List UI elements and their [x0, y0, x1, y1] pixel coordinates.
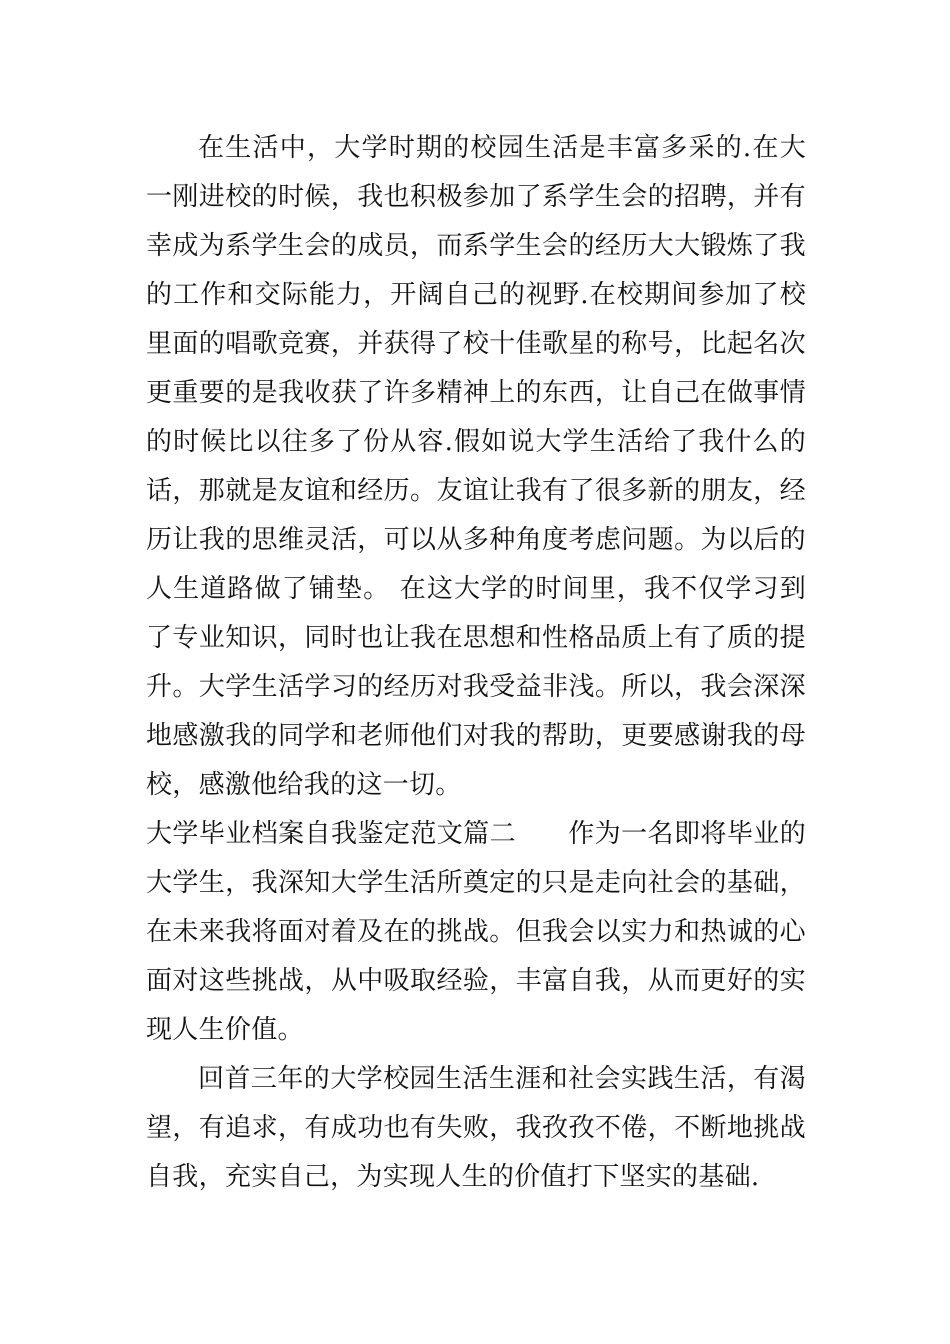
section-title: 大学毕业档案自我鉴定范文篇二	[146, 819, 517, 849]
section-two-block	[146, 810, 806, 1055]
document-body	[146, 124, 806, 1202]
paragraph-three-years-review: 回首三年的大学校园生活生涯和社会实践生活，有渴望，有追求，有成功也有失败，我孜孜不倦，不断地挑战自我，充实自己，为实现人生的价值打下坚实的基础.	[146, 1064, 806, 1192]
paragraph-college-life: 在生活中，大学时期的校园生活是丰富多采的.在大一刚进校的时候，我也积极参加了系学生会的招聘，并有幸成为系学生会的成员，而系学生会的经历大大锻炼了我的工作和交际能力，开阔自己的视野.在校期间参加了校里面的唱歌竞赛，并获得了校十佳歌星的称号，比起名次更重要的是我收获了许多精神上的东西，让自己在做事情的时候比以往多了份从容.假如说大学生活给了我什么的话，那就是友谊和经历。友谊让我有了很多新的朋友，经历让我的思维灵活，可以从多种角度考虑问题。为以后的人生道路做了铺垫。 在这大学的时间里，我不仅学习到了专业知识，同时也让我在思想和性格品质上有了质的提升。大学生活学习的经历对我受益非浅。所以，我会深深地感激我的同学和老师他们对我的帮助，更要感谢我的母校，感激他给我的这一切。	[146, 133, 806, 800]
paragraph-graduate-intro: 作为一名即将毕业的大学生，我深知大学生活所奠定的只是走向社会的基础，在未来我将面对着及在的挑战。但我会以实力和热诚的心面对这些挑战，从中吸取经验，丰富自我，从而更好的实现人生价值。	[146, 819, 807, 1045]
